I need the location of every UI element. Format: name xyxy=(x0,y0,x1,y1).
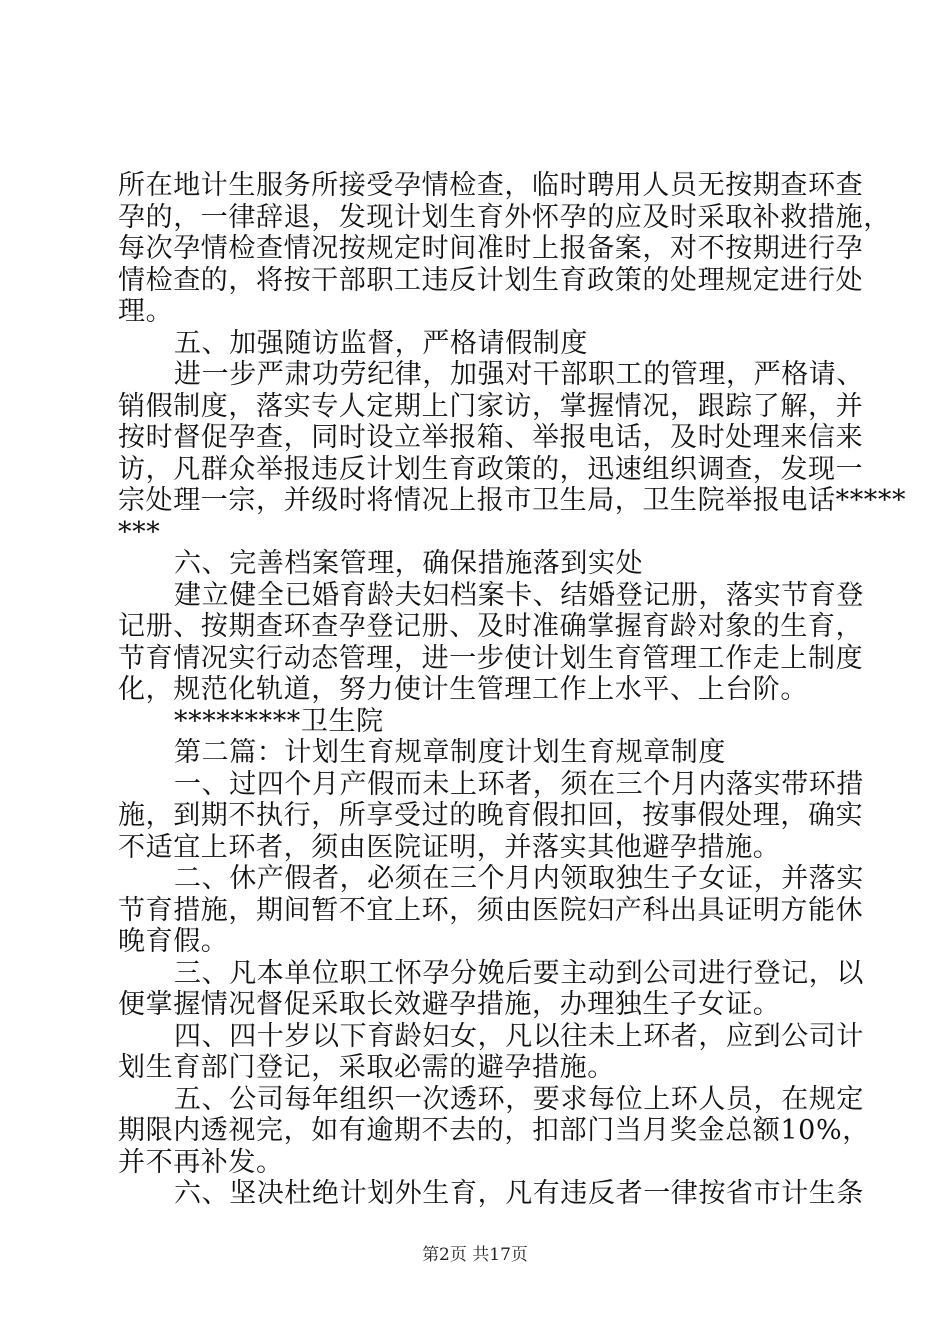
text-line: 每次孕情检查情况按规定时间准时上报备案，对不按期进行孕 xyxy=(118,233,864,264)
text-line: 节育措施，期间暂不宜上环，须由医院妇产科出具证明方能休 xyxy=(118,894,864,926)
text-line: 六、坚决杜绝计划外生育，凡有违反者一律按省市计生条 xyxy=(174,1178,864,1209)
text-line: 按时督促孕查，同时设立举报箱、举报电话，及时处理来信来 xyxy=(118,422,864,453)
text-line: 五、公司每年组织一次透环，要求每位上环人员，在规定 xyxy=(174,1083,864,1115)
text-line: *********卫生院 xyxy=(174,705,384,737)
text-line: 并不再补发。 xyxy=(118,1146,284,1178)
text-line: 销假制度，落实专人定期上门家访，掌握情况，跟踪了解，并 xyxy=(118,390,864,422)
text-line: 孕的，一律辞退，发现计划生育外怀孕的应及时采取补救措施， xyxy=(118,201,891,233)
text-line: 划生育部门登记，采取必需的避孕措施。 xyxy=(118,1052,615,1083)
text-line: 宗处理一宗，并级时将情况上报市卫生局，卫生院举报电话***** xyxy=(118,485,907,516)
text-line: 建立健全已婚育龄夫妇档案卡、结婚登记册，落实节育登 xyxy=(174,579,864,611)
text-line: 施，到期不执行，所享受过的晚育假扣回，按事假处理，确实 xyxy=(118,800,864,831)
page-footer: 第2页 共17页 xyxy=(422,1245,528,1265)
text-line: 所在地计生服务所接受孕情检查，临时聘用人员无按期查环查 xyxy=(118,170,864,201)
text-line: 四、四十岁以下育龄妇女，凡以往未上环者，应到公司计 xyxy=(174,1020,864,1052)
text-line: 期限内透视完，如有逾期不去的，扣部门当月奖金总额10%， xyxy=(118,1115,870,1146)
text-line: 化，规范化轨道，努力使计生管理工作上水平、上台阶。 xyxy=(118,674,808,705)
text-line: 访，凡群众举报违反计划生育政策的，迅速组织调查，发现一 xyxy=(118,453,864,485)
text-line: 二、休产假者，必须在三个月内领取独生子女证，并落实 xyxy=(174,863,864,894)
text-line: 进一步严肃功劳纪律，加强对干部职工的管理，严格请、 xyxy=(174,359,864,390)
text-line: 节育情况实行动态管理，进一步使计划生育管理工作走上制度 xyxy=(118,642,864,674)
text-line: 第二篇：计划生育规章制度计划生育规章制度 xyxy=(174,737,726,768)
text-line: 六、完善档案管理，确保措施落到实处 xyxy=(174,548,644,579)
text-line: 一、过四个月产假而未上环者，须在三个月内落实带环措 xyxy=(174,768,864,800)
text-line: 理。 xyxy=(118,296,174,327)
text-line: 三、凡本单位职工怀孕分娩后要主动到公司进行登记，以 xyxy=(174,957,864,989)
text-line: 便掌握情况督促采取长效避孕措施，办理独生子女证。 xyxy=(118,989,781,1020)
text-line: *** xyxy=(118,516,161,548)
text-line: 情检查的，将按干部职工违反计划生育政策的处理规定进行处 xyxy=(118,264,864,296)
document-body xyxy=(118,170,907,1210)
text-line: 五、加强随访监督，严格请假制度 xyxy=(174,327,588,359)
text-line: 不适宜上环者，须由医院证明，并落实其他避孕措施。 xyxy=(118,831,781,863)
text-line: 记册、按期查环查孕登记册、及时准确掌握育龄对象的生育， xyxy=(118,611,864,642)
text-line: 晚育假。 xyxy=(118,926,229,957)
